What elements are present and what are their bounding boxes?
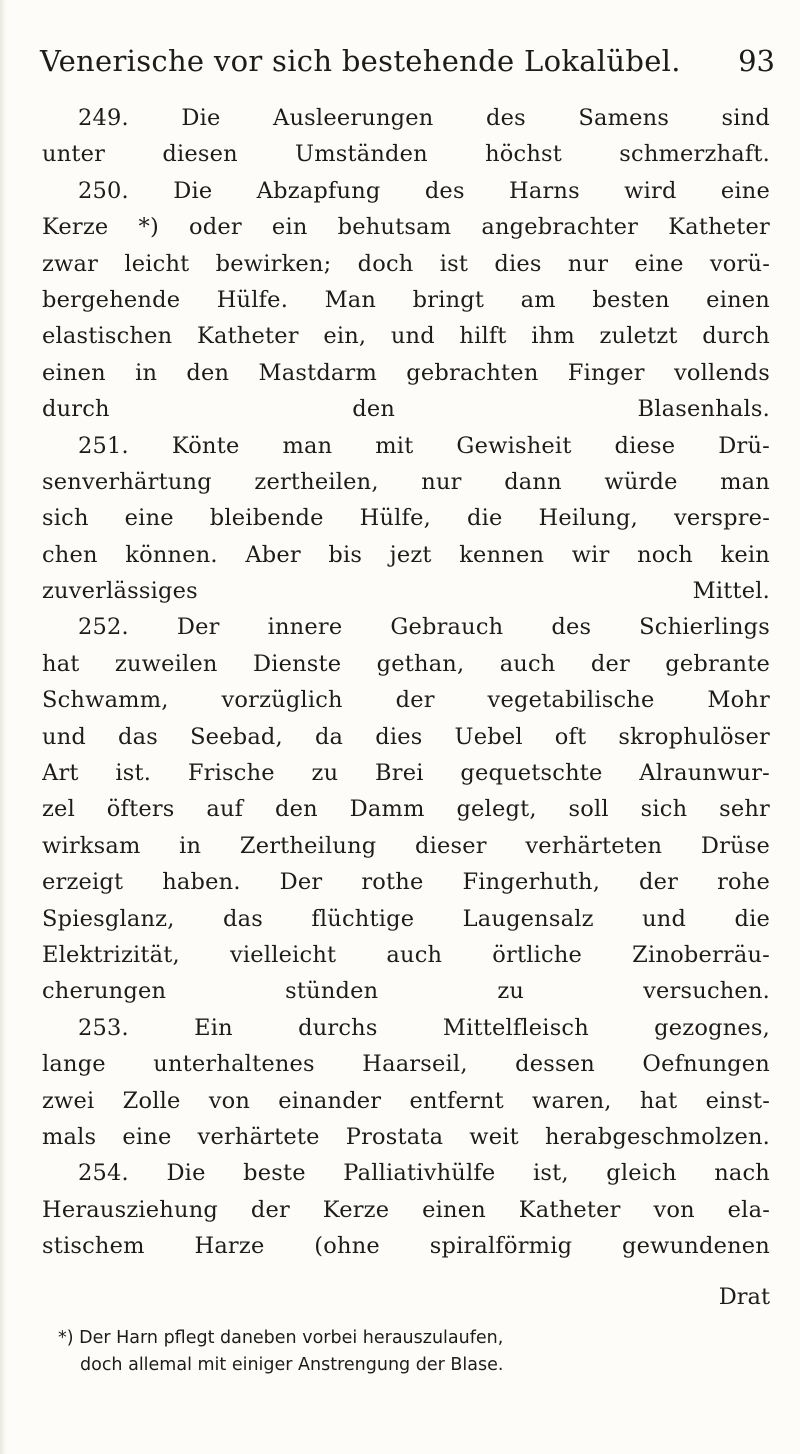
text-line: 250. Die Abzapfung des Harns wird eine (78, 177, 770, 204)
text-line: zel öfters auf den Damm gelegt, soll sich sehr (42, 796, 770, 823)
text-line: zuverlässiges Mittel. (42, 578, 770, 605)
page-edge-shadow (0, 0, 6, 1454)
text-line: Schwamm, vorzüglich der vegetabilische Mohr (42, 687, 770, 714)
text-line: wirksam in Zertheilung dieser verhärteten Drüse (42, 832, 770, 859)
text-line: senverhärtung zertheilen, nur dann würde man (42, 468, 770, 495)
paragraph-253 (42, 1010, 770, 1156)
footnote-line: doch allemal mit einiger Anstrengung der Blase. (80, 1355, 504, 1375)
text-line: durch den Blasenhals. (42, 396, 770, 423)
paragraph-250 (42, 173, 770, 428)
text-line: Elektrizität, vielleicht auch örtliche Zinoberräu- (42, 941, 770, 968)
text-line: zwei Zolle von einander entfernt waren, hat einst- (42, 1087, 770, 1114)
text-line: erzeigt haben. Der rothe Fingerhuth, der rohe (42, 869, 770, 896)
text-line: lange unterhaltenes Haarseil, dessen Oefnungen (42, 1051, 770, 1078)
body-text (42, 100, 770, 1265)
footnote-line: *) Der Harn pflegt daneben vorbei herauszulaufen, (58, 1328, 504, 1348)
text-line: cherungen stünden zu versuchen. (42, 978, 770, 1005)
text-line: sich eine bleibende Hülfe, die Heilung, verspre- (42, 505, 770, 532)
text-line: unter diesen Umständen höchst schmerzhaft. (42, 141, 770, 168)
text-line: 251. Könte man mit Gewisheit diese Drü- (78, 432, 770, 459)
text-line: einen in den Mastdarm gebrachten Finger vollends (42, 359, 770, 386)
text-line: stischem Harze (ohne spiralförmig gewundenen (42, 1233, 770, 1260)
text-line: Spiesglanz, das flüchtige Laugensalz und die (42, 905, 770, 932)
text-line: mals eine verhärtete Prostata weit herabgeschmolzen. (42, 1123, 770, 1150)
text-line: chen können. Aber bis jezt kennen wir noch kein (42, 541, 770, 568)
text-line: 253. Ein durchs Mittelfleisch gezognes, (78, 1014, 770, 1041)
text-line: bergehende Hülfe. Man bringt am besten einen (42, 286, 770, 313)
paragraph-249 (42, 100, 770, 173)
footnote (58, 1325, 763, 1379)
paragraph-254 (42, 1155, 770, 1264)
text-line: elastischen Katheter ein, und hilft ihm zuletzt durch (42, 323, 770, 350)
text-line: Kerze *) oder ein behutsam angebrachter Katheter (42, 214, 770, 241)
paragraph-251 (42, 428, 770, 610)
text-line: und das Seebad, da dies Uebel oft skrophulöser (42, 723, 770, 750)
text-line: 249. Die Ausleerungen des Samens sind (78, 105, 770, 131)
text-line: 252. Der innere Gebrauch des Schierlings (78, 614, 770, 641)
running-head: Venerische vor sich bestehende Lokalübel. (40, 44, 681, 78)
page-number: 93 (738, 44, 775, 78)
catchword: Drat (718, 1284, 770, 1310)
text-line: 254. Die beste Palliativhülfe ist, gleich nach (78, 1160, 770, 1187)
text-line: Art ist. Frische zu Brei gequetschte Alraunwur- (42, 760, 770, 787)
text-line: zwar leicht bewirken; doch ist dies nur eine vorü- (42, 250, 770, 277)
paragraph-252 (42, 609, 770, 1009)
text-line: Herausziehung der Kerze einen Katheter von ela- (42, 1196, 770, 1223)
page-header (40, 44, 775, 88)
text-line: hat zuweilen Dienste gethan, auch der gebrante (42, 650, 770, 677)
